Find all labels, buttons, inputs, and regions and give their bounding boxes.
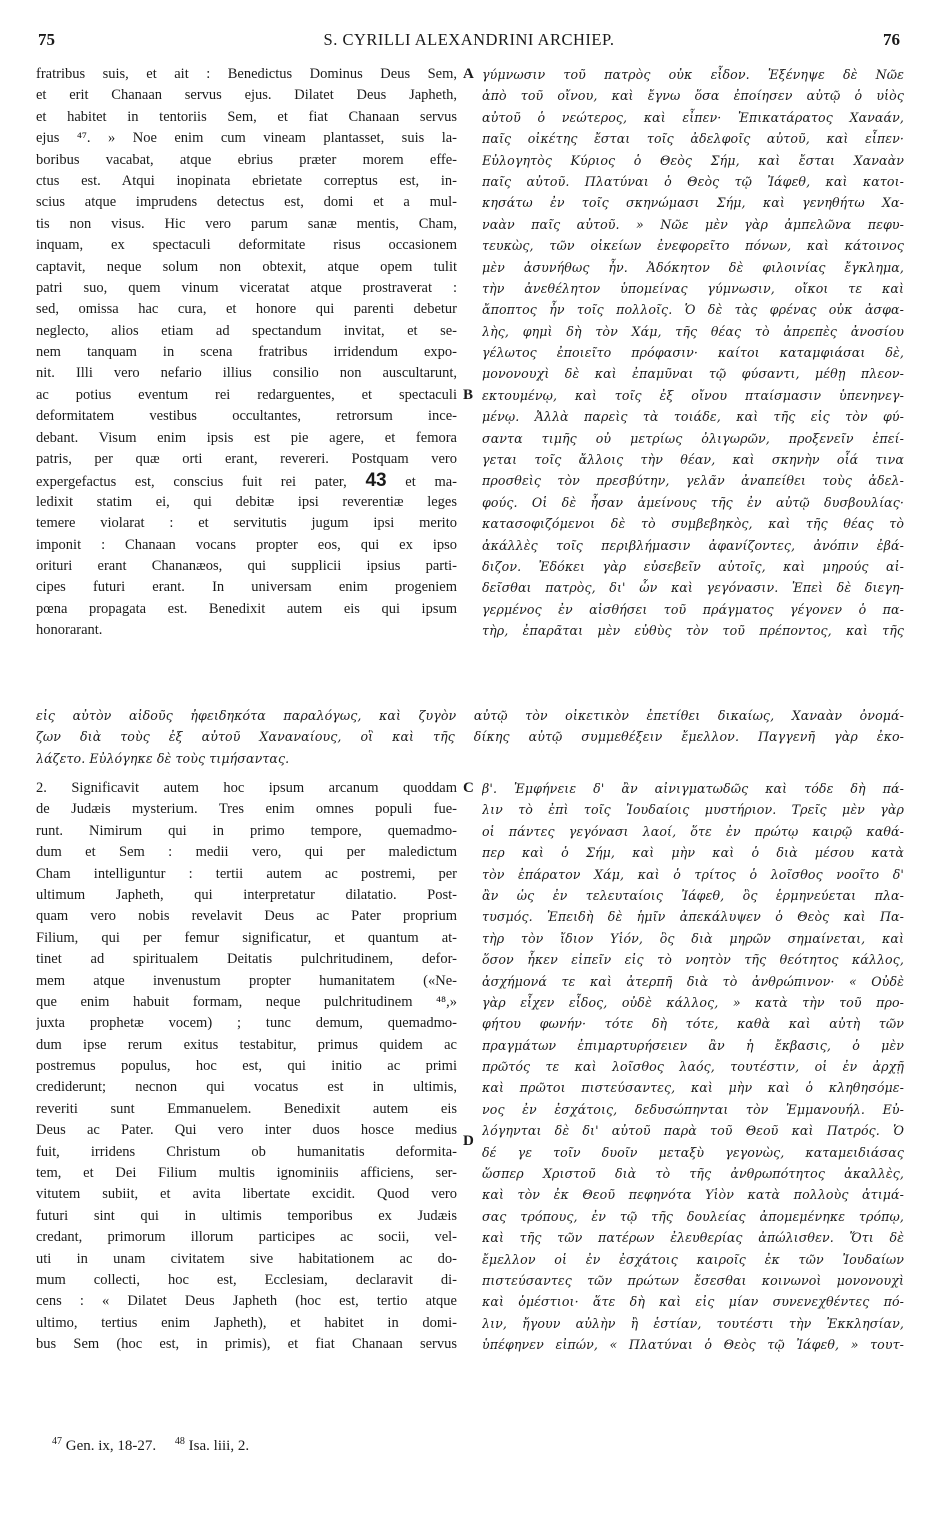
text-line: patris, per quæ orti erant, revereri. Postquam vero <box>36 451 457 468</box>
text-line: tinet ad spiritualem Deitatis pulchritudinem, defor- <box>36 951 457 968</box>
text-line: παῖς οἰκέτης ἔσται τοῖς ἀδελφοῖς αὐτοῦ, καὶ εἶπεν· <box>482 131 904 147</box>
text-line: expergefactus est, conscius fuit rei pater, 43 et ma- <box>36 470 457 492</box>
text-line: ultimo, tertius enim Japheth), et habitet in domi- <box>36 1314 457 1331</box>
text-line: γὰρ εἶχεν εἶδος, οὐδὲ κάλλος, » κατὰ τὴν τοῦ προ- <box>482 994 904 1010</box>
margin-marker-a: A <box>463 66 474 82</box>
text-line: β'. Ἐμφήνειε δ' ἂν αἰνιγματωδῶς καὶ τόδε δὴ πά- <box>482 781 904 796</box>
text-line: juxta prophetæ vocem) ; tunc demum, quemadmo- <box>36 1015 457 1032</box>
text-line: mum collecti, hoc est, Ecclesiam, declaravit di- <box>36 1271 457 1288</box>
text-line: λόγηνται δὲ δι' αὐτοῦ παρὰ τοῦ Θεοῦ καὶ Πατρός. Ὁ <box>482 1123 904 1139</box>
text-line: αὐτοῦ ὁ νεώτερος, καὶ εἶπεν· Ἐπικατάρατος Χαναάν, <box>482 109 904 125</box>
text-line: δεῖσθαι πατρὸς, δι' ὧν καὶ γεγόνασιν. Ἐπεὶ δὲ διεγη- <box>482 580 904 596</box>
text-line: ἂν ὡς ἐν τελευταίοις Ἰάφεθ, ὃς ἑρμηνεύεται πλα- <box>482 887 904 903</box>
text-line: καὶ τὸν ἐκ Θεοῦ πεφηνότα Υἱὸν κατὰ πολλοὺς ἀτιμά- <box>482 1187 904 1203</box>
text-line: runt. Nimirum qui in primo tempore, quemadmo- <box>36 822 457 839</box>
text-line: περ καὶ ὁ Σήμ, καὶ μὴν καὶ ὁ διὰ μέσου κατὰ <box>482 845 904 861</box>
text-line: ὑπέφηνεν εἰπών, « Πλατύναι ὁ Θεὸς τῷ Ἰάφεθ, » τουτ- <box>482 1337 904 1353</box>
text-line: διζον. Ἐδόκει γὰρ εὐσεβεῖν αὐτοῖς, καὶ μηρούς αἰ- <box>482 558 904 574</box>
margin-marker-d: D <box>463 1133 474 1149</box>
text-line: νος ἐν ἐσχάτοις, δεδυσώπηνται τὸν Ἐμμανουήλ. Εὐ- <box>482 1101 904 1117</box>
text-line: nit. Illi vero nefario illius consilio non auscultarunt, <box>36 365 457 382</box>
text-line: Filium, qui per femur significatur, et quantum at- <box>36 929 457 946</box>
text-line: dum et Sem : medii vero, qui per maledictum <box>36 844 457 861</box>
running-title: S. CYRILLI ALEXANDRINI ARCHIEP. <box>323 30 615 49</box>
text-line: crediderunt; necnon qui vocatus est in ultimis, <box>36 1079 457 1096</box>
text-line: κησάτω ἐν τοῖς σκηνώμασι Σήμ, καὶ γενηθήτω Χα- <box>482 195 904 211</box>
running-header <box>38 30 900 58</box>
text-line: mem atque invenustum propter humanitatem («Ne- <box>36 972 457 989</box>
text-line: ultimum Japheth, qui interpretatur dilatatio. Post- <box>36 886 457 903</box>
text-line: honorarant. <box>36 622 103 639</box>
latin-column-lower <box>36 778 457 1356</box>
text-line: fuit, irridens Christum ob humanitatis deformita- <box>36 1143 457 1160</box>
text-line: εἰς αὐτὸν αἰδοῦς ἠφειδηκότα παραλόγως, καὶ ζυγὸν αὐτῷ τὸν οἰκετικὸν ἐπετίθει δικαίως, Χαναὰν ὀνομά- <box>36 708 904 723</box>
text-line: reveriti sunt Emmanuelem. Benedixit autem eis <box>36 1100 457 1117</box>
text-line: τευκὼς, τῶν οἰκείων ἐνεφορεῖτο πόνων, καὶ κάτοινος <box>482 238 904 254</box>
text-line: ἀκάλλὲς τοῖς περιβλήμασιν ἀφανίζοντες, ἀνόπιν ἐβά- <box>482 537 904 553</box>
text-line: bus Sem (hoc est, in primis), et fiat Chanaan servus <box>36 1336 457 1353</box>
text-line: πραγμάτων ἐπιμαρτυρήσειεν ἂν ἡ ἔκβασις, ὁ μὲν <box>482 1037 904 1053</box>
text-line: scius atque imprudens detectus est, domi et a mul- <box>36 194 457 211</box>
text-line: postremus populus, hoc est, qui initio ac primi <box>36 1058 457 1075</box>
text-line: καὶ τῆς τῶν πατέρων ἐλευθερίας ἀπώλισθεν. Ὅτι δὲ <box>482 1230 904 1246</box>
text-line: καὶ ὁμέστιοι· ἅτε δὴ καὶ εἰς μίαν συνενεχθέντες πό- <box>482 1294 904 1310</box>
text-line: temere violarat : et servitutis jugum ipsi merito <box>36 515 457 532</box>
text-line: λὴς, φημὶ δὴ τὸν Χάμ, τῆς θέας τὸ ἀπρεπὲς ἀνοσίου <box>482 323 904 339</box>
text-line: τὴν ἀνεθέλητον ὑπομείνας γύμνωσιν, οἴκοι τε καὶ <box>482 280 904 296</box>
footnotes <box>52 1436 249 1455</box>
text-line: μὲν ἀσυνήθως ἦν. Ἀδόκητον δὲ φιλοινίας ἔγκλημα, <box>482 259 904 275</box>
text-line: ἔμελλον οἱ ἐν ἐσχάτοις καιροῖς ἐκ τῶν Ἰουδαίων <box>482 1251 904 1267</box>
text-line: neglecto, alios etiam ad spectandum invitat, et se- <box>36 322 457 339</box>
text-line: σαντα τιμῆς οὐ μετρίως ὀλιγωρῶν, προξενεῖν ἐπεί- <box>482 430 904 446</box>
text-line: cens : « Dilatet Deus Japheth (hoc est, tertio atque <box>36 1293 457 1310</box>
text-line: λιν, ἤγουν αὐλὴν ἢ ἑστίαν, τουτέστι τὴν Ἐκκλησίαν, <box>482 1315 904 1331</box>
text-line: ναὰν παῖς αὐτοῦ. » Νῶε μὲν γὰρ ἀμπελῶνα πεφυ- <box>482 216 904 232</box>
text-line: boribus vacabat, atque ebrius præter morem effe- <box>36 151 457 168</box>
greek-column-lower <box>482 778 904 1356</box>
margin-marker-b: B <box>463 387 474 403</box>
text-line: γύμνωσιν τοῦ πατρὸς οὐκ εἶδον. Ἐξένηψε δὲ Νῶε <box>482 67 904 82</box>
text-line: tis non visus. Hic vero parum sanæ mentis, Cham, <box>36 215 457 232</box>
text-line: εκτουμένῳ, καὶ τοῖς ἐξ οἴνου πταίσμασιν ὑπενηνεγ- <box>482 387 904 403</box>
text-line: imponit : Chanaan vocans propter eos, qui ex ipso <box>36 536 457 553</box>
text-line: captavit, neque solum non obtexit, atque opem tulit <box>36 258 457 275</box>
margin-marker-c: C <box>463 780 474 796</box>
text-line: ἄποπτος ἦν τοῖς πολλοῖς. Ὁ δὲ τὰς φρένας οὐκ ἀσφα- <box>482 302 904 318</box>
footnote-48-mark: 48 <box>174 1436 185 1447</box>
text-line: ὥσπερ Χριστοῦ διὰ τὸ τῆς ἀνθρωπότητος ἀκαλλὲς, <box>482 1166 904 1182</box>
text-line: Εὐλογητὸς Κύριος ὁ Θεὸς Σήμ, καὶ ἔσται Χαναὰν <box>482 152 904 168</box>
text-line: pœna propagata est. Benedixit autem eis qui ipsum <box>36 600 457 617</box>
text-line: τυσμός. Ἐπειδὴ δὲ ἡμῖν ἀπεκάλυψεν ὁ Θεὸς καὶ Πα- <box>482 909 904 925</box>
text-line: de Judæis mysterium. Tres enim omnes populi fue- <box>36 801 457 818</box>
text-line: ἀπὸ τοῦ οἴνου, καὶ ἔγνω ὅσα ἐποίησεν αὐτῷ ὁ υἱὸς <box>482 88 904 104</box>
text-line: γεται τοῖς ἄλλοις τὴν θέαν, καὶ σκηνὴν οἷά τινα <box>482 452 904 468</box>
text-line: ac potius eventum rei redarguentes, et spectaculi <box>36 386 457 403</box>
text-line: ζων διὰ τοὺς ἐξ αὐτοῦ Χαναναίους, οἳ καὶ τῆς δίκης αὐτῷ συμμεθέξειν ἔμελλον. Παγγενῆ γὰρ ἐκο- <box>36 729 904 745</box>
text-line: σας τρόπους, ἐν τῷ τῆς δουλείας ἀπομεμένηκε τρόπῳ, <box>482 1208 904 1224</box>
text-line: ὅσον ἧκεν εἰπεῖν εἰς τὸ νοητὸν τῆς θεότητος κάλλος, <box>482 952 904 968</box>
text-line: orituri erant Chananæos, qui supplicii ipsius parti- <box>36 557 457 574</box>
greek-full-width-passage <box>36 705 904 769</box>
text-line: λιν τὸ ἐπὶ τοῖς Ἰουδαίοις μυστήριον. Τρεῖς μὲν γὰρ <box>482 802 904 818</box>
text-line: dum ipse rerum exitus testabitur, primus quidem ac <box>36 1036 457 1053</box>
text-line: quam vero nobis revelavit Deus ac Pater proprium <box>36 908 457 925</box>
text-line: Cham intelliguntur : tertii autem ac postremi, per <box>36 865 457 882</box>
footnote-47-mark: 47 <box>52 1436 62 1447</box>
text-line: μονονουχὶ δὲ καὶ ἐπαμῦναι τῷ φύσαντι, μέθῃ πλεον- <box>482 366 904 382</box>
text-line: παῖς αὐτοῦ. Πλατύναι ὁ Θεὸς τῷ Ἰάφεθ, καὶ κατοι- <box>482 173 904 189</box>
text-line: τὴρ, ἐπαρᾶται μὲν εὐθὺς τὸν τοῦ πρέποντος, καὶ τῆς <box>482 623 904 639</box>
text-line: debant. Visum enim ipsis est pie agere, et femora <box>36 429 457 446</box>
text-line: τὴρ τὸν ἴδιον Υἱόν, ὃς διὰ μηρῶν σημαίνεται, καὶ <box>482 930 904 946</box>
text-line: πρῶτός τε καὶ λοῖσθος λαός, τουτέστιν, οἱ ἐν ἀρχῇ <box>482 1059 904 1075</box>
text-line: credant, primorum illorum participes ac socii, vel- <box>36 1229 457 1246</box>
column-number-43: 43 <box>365 470 387 492</box>
text-line: τὸν ἐπάρατον Χάμ, καὶ ὁ τρίτος ὁ λοῖσθος νοοῖτο δ' <box>482 866 904 882</box>
text-line: φούς. Οἱ δὲ ἦσαν ἀμείνους τῆς ἐν αὐτῷ δυσβουλίας· <box>482 494 904 510</box>
greek-column-upper <box>482 64 904 642</box>
text-line: futuri sint qui in ultimis temporibus ex Judæis <box>36 1207 457 1224</box>
footnote-48: Isa. liii, 2. <box>188 1438 250 1454</box>
text-line: deformitatem vestibus occultantes, retrorsum ince- <box>36 408 457 425</box>
text-line: inquam, ex spectaculi deformitate risus occasionem <box>36 237 457 254</box>
text-line: ledixit statim ei, qui debitæ ipsi reverentiæ leges <box>36 493 457 510</box>
page-number-left: 75 <box>38 30 55 49</box>
text-line: γερμένος ἐν αἰσθήσει τοῦ πράγματος γέγονεν ὁ πα- <box>482 601 904 617</box>
text-line: ctus est. Atqui inopinata ebrietate correptus est, in- <box>36 172 457 189</box>
text-line: προσθεὶς τὸν πρεσβύτην, γελᾶν ἀναπείθει τοὺς ἀδελ- <box>482 473 904 489</box>
text-line: ἀσχήμονά τε καὶ ἀτερπῆ διὰ τὸ ἀνθρώπινον· « Οὐδὲ <box>482 973 904 989</box>
footnote-47: Gen. ix, 18-27. <box>65 1438 157 1454</box>
page-number-right: 76 <box>883 30 900 49</box>
text-line: λάζετο. Εὐλόγηκε δὲ τοὺς τιμήσαντας. <box>36 750 290 766</box>
latin-column-upper <box>36 64 457 642</box>
text-line: φήτου φωνήν· τότε δὴ τότε, καθὰ καὶ αὐτὴ τῶν <box>482 1016 904 1032</box>
text-line: et habitet in tentoriis Sem, et fiat Chanaan servus <box>36 108 457 125</box>
text-line: fratribus suis, et ait : Benedictus Dominus Deus Sem, <box>36 66 457 82</box>
text-line: patri suo, quem vinum viceratat atque prostraverat : <box>36 279 457 296</box>
text-line: sed, omissa hac cura, et honore qui parenti debetur <box>36 301 457 318</box>
text-line: tem, et Dei Filium multis ignominiis afficiens, ser- <box>36 1165 457 1182</box>
text-line: vitutem subiit, et avita libertate excidit. Quod vero <box>36 1186 457 1203</box>
text-line: μένῳ. Ἀλλὰ παρεὶς τὰ τοιάδε, καὶ τῆς εἰς τὸν φύ- <box>482 409 904 425</box>
text-line: γέλωτος ἐποιεῖτο πρόφασιν· καίτοι καταμφιάσαι δὲ, <box>482 345 904 361</box>
text-line: πιστεύσαντες τῶν πρώτων ἔσεσθαι κοινωνοὶ μονονουχὶ <box>482 1272 904 1288</box>
text-line: ejus ⁴⁷. » Noe enim cum vineam plantasset, suis la- <box>36 130 457 147</box>
text-line: 2. Significavit autem hoc ipsum arcanum quoddam <box>36 780 457 796</box>
text-line: cipes futuri erant. In universam enim progeniem <box>36 579 457 596</box>
text-line: καὶ πρῶτοι πιστεύσαντες, καὶ μὴν καὶ ὁ κληθησόμε- <box>482 1080 904 1096</box>
text-line: κατασοφιζόμενοι δὲ τὸ συμβεβηκὸς, καὶ τῆς θέας τὸ <box>482 516 904 532</box>
text-line: δέ γε τοῖν δυοῖν μεταξὺ γεγονὼς, καταμειδιάσας <box>482 1144 904 1160</box>
text-line: οἱ πάντες γεγόνασι λαοί, ὅτε ἐν πρώτῳ καιρῷ καθά- <box>482 823 904 839</box>
text-line: Deus ac Pater. Qui vero inter duos hosce medius <box>36 1122 457 1139</box>
text-line: nem tanquam in scena fratribus irridendum expo- <box>36 344 457 361</box>
text-line: uti in unam civitatem sive habitationem ac do- <box>36 1250 457 1267</box>
text-line: et erit Chanaan servus ejus. Dilatet Deus Japheth, <box>36 87 457 104</box>
text-line: que enim habuit formam, neque pulchritudinem ⁴⁸,» <box>36 993 457 1010</box>
